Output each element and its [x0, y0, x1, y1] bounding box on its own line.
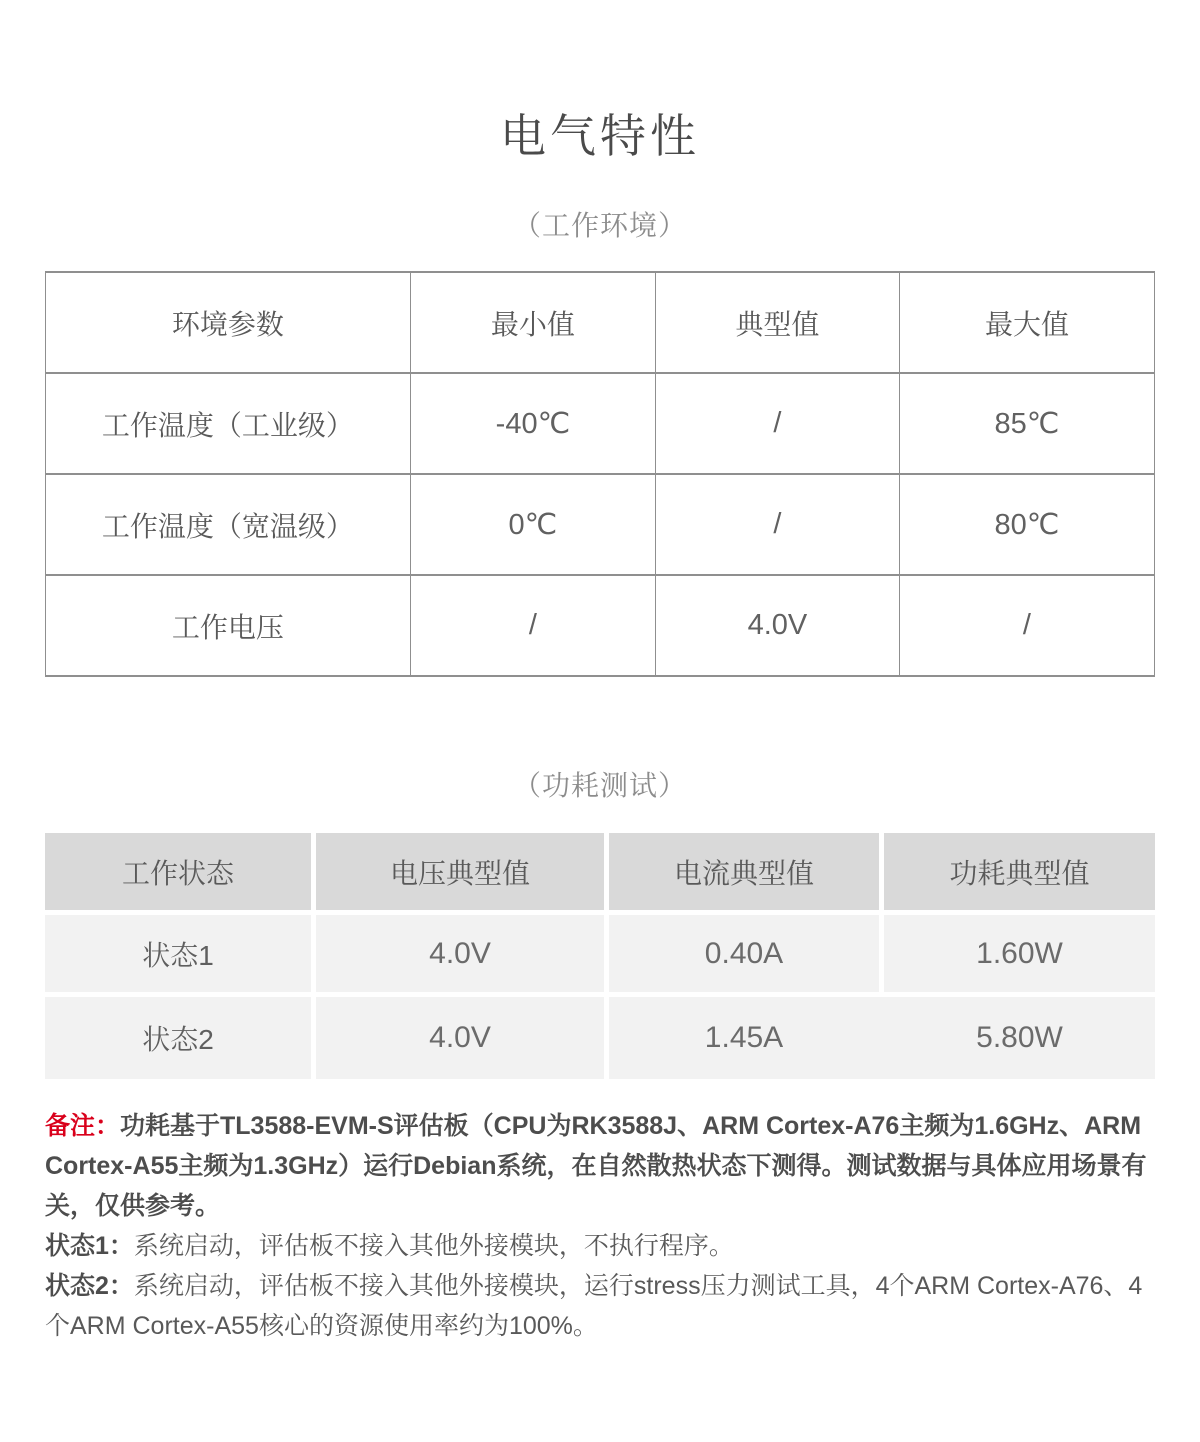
power-table-header-row [45, 833, 1155, 915]
env-cell-typical: / [655, 474, 899, 575]
power-header-current: 电流典型值 [609, 833, 884, 915]
power-cell-state: 状态1 [45, 915, 316, 997]
note-state2 [45, 1266, 1155, 1346]
table-row [46, 373, 1155, 474]
power-cell-power: 1.60W [884, 915, 1155, 997]
environment-table [45, 271, 1155, 677]
power-cell-voltage: 4.0V [316, 915, 609, 997]
env-cell-parameter: 工作电压 [46, 575, 411, 676]
note-state1 [45, 1226, 1155, 1266]
table-row [45, 997, 1155, 1079]
note-state2-text: 系统启动，评估板不接入其他外接模块，运行stress压力测试工具，4个ARM Cortex-A76、4个ARM Cortex-A55核心的资源使用率约为100%。 [45, 1272, 1143, 1340]
section-caption-environment: （工作环境） [512, 210, 687, 241]
table-row [45, 915, 1155, 997]
note-state1-text: 系统启动，评估板不接入其他外接模块，不执行程序。 [133, 1232, 734, 1260]
table-row [46, 575, 1155, 676]
env-cell-max: / [899, 575, 1154, 676]
env-cell-typical: 4.0V [655, 575, 899, 676]
env-header-typical: 典型值 [655, 272, 899, 373]
power-cell-current: 1.45A [609, 997, 884, 1079]
env-table-header-row [46, 272, 1155, 373]
env-cell-min: / [410, 575, 655, 676]
page-title: 电气特性 [500, 110, 700, 162]
note-state2-label: 状态2： [45, 1272, 134, 1300]
env-cell-typical: / [655, 373, 899, 474]
power-header-voltage: 电压典型值 [316, 833, 609, 915]
power-cell-current: 0.40A [609, 915, 884, 997]
note-remark-label: 备注： [45, 1112, 121, 1140]
power-header-state: 工作状态 [45, 833, 316, 915]
note-remark [45, 1106, 1155, 1226]
notes-section [45, 1106, 1155, 1346]
env-cell-min: -40℃ [410, 373, 655, 474]
page-content [45, 0, 1155, 1346]
power-header-power: 功耗典型值 [884, 833, 1155, 915]
env-cell-max: 80℃ [899, 474, 1154, 575]
env-header-max: 最大值 [899, 272, 1154, 373]
env-header-min: 最小值 [410, 272, 655, 373]
env-header-parameter: 环境参数 [46, 272, 411, 373]
power-cell-state: 状态2 [45, 997, 316, 1079]
env-cell-min: 0℃ [410, 474, 655, 575]
env-cell-max: 85℃ [899, 373, 1154, 474]
note-state1-label: 状态1： [45, 1232, 134, 1260]
note-remark-text: 功耗基于TL3588-EVM-S评估板（CPU为RK3588J、ARM Cortex-A76主频为1.6GHz、ARM Cortex-A55主频为1.3GHz）运行Debian系统，在自然散热状态下测得。测试数据与具体应用场景有关，仅供参考。 [45, 1112, 1147, 1220]
env-cell-parameter: 工作温度（宽温级） [46, 474, 411, 575]
env-cell-parameter: 工作温度（工业级） [46, 373, 411, 474]
table-row [46, 474, 1155, 575]
power-cell-voltage: 4.0V [316, 997, 609, 1079]
power-table [45, 833, 1155, 1079]
power-cell-power: 5.80W [884, 997, 1155, 1079]
section-caption-power: （功耗测试） [512, 770, 687, 801]
